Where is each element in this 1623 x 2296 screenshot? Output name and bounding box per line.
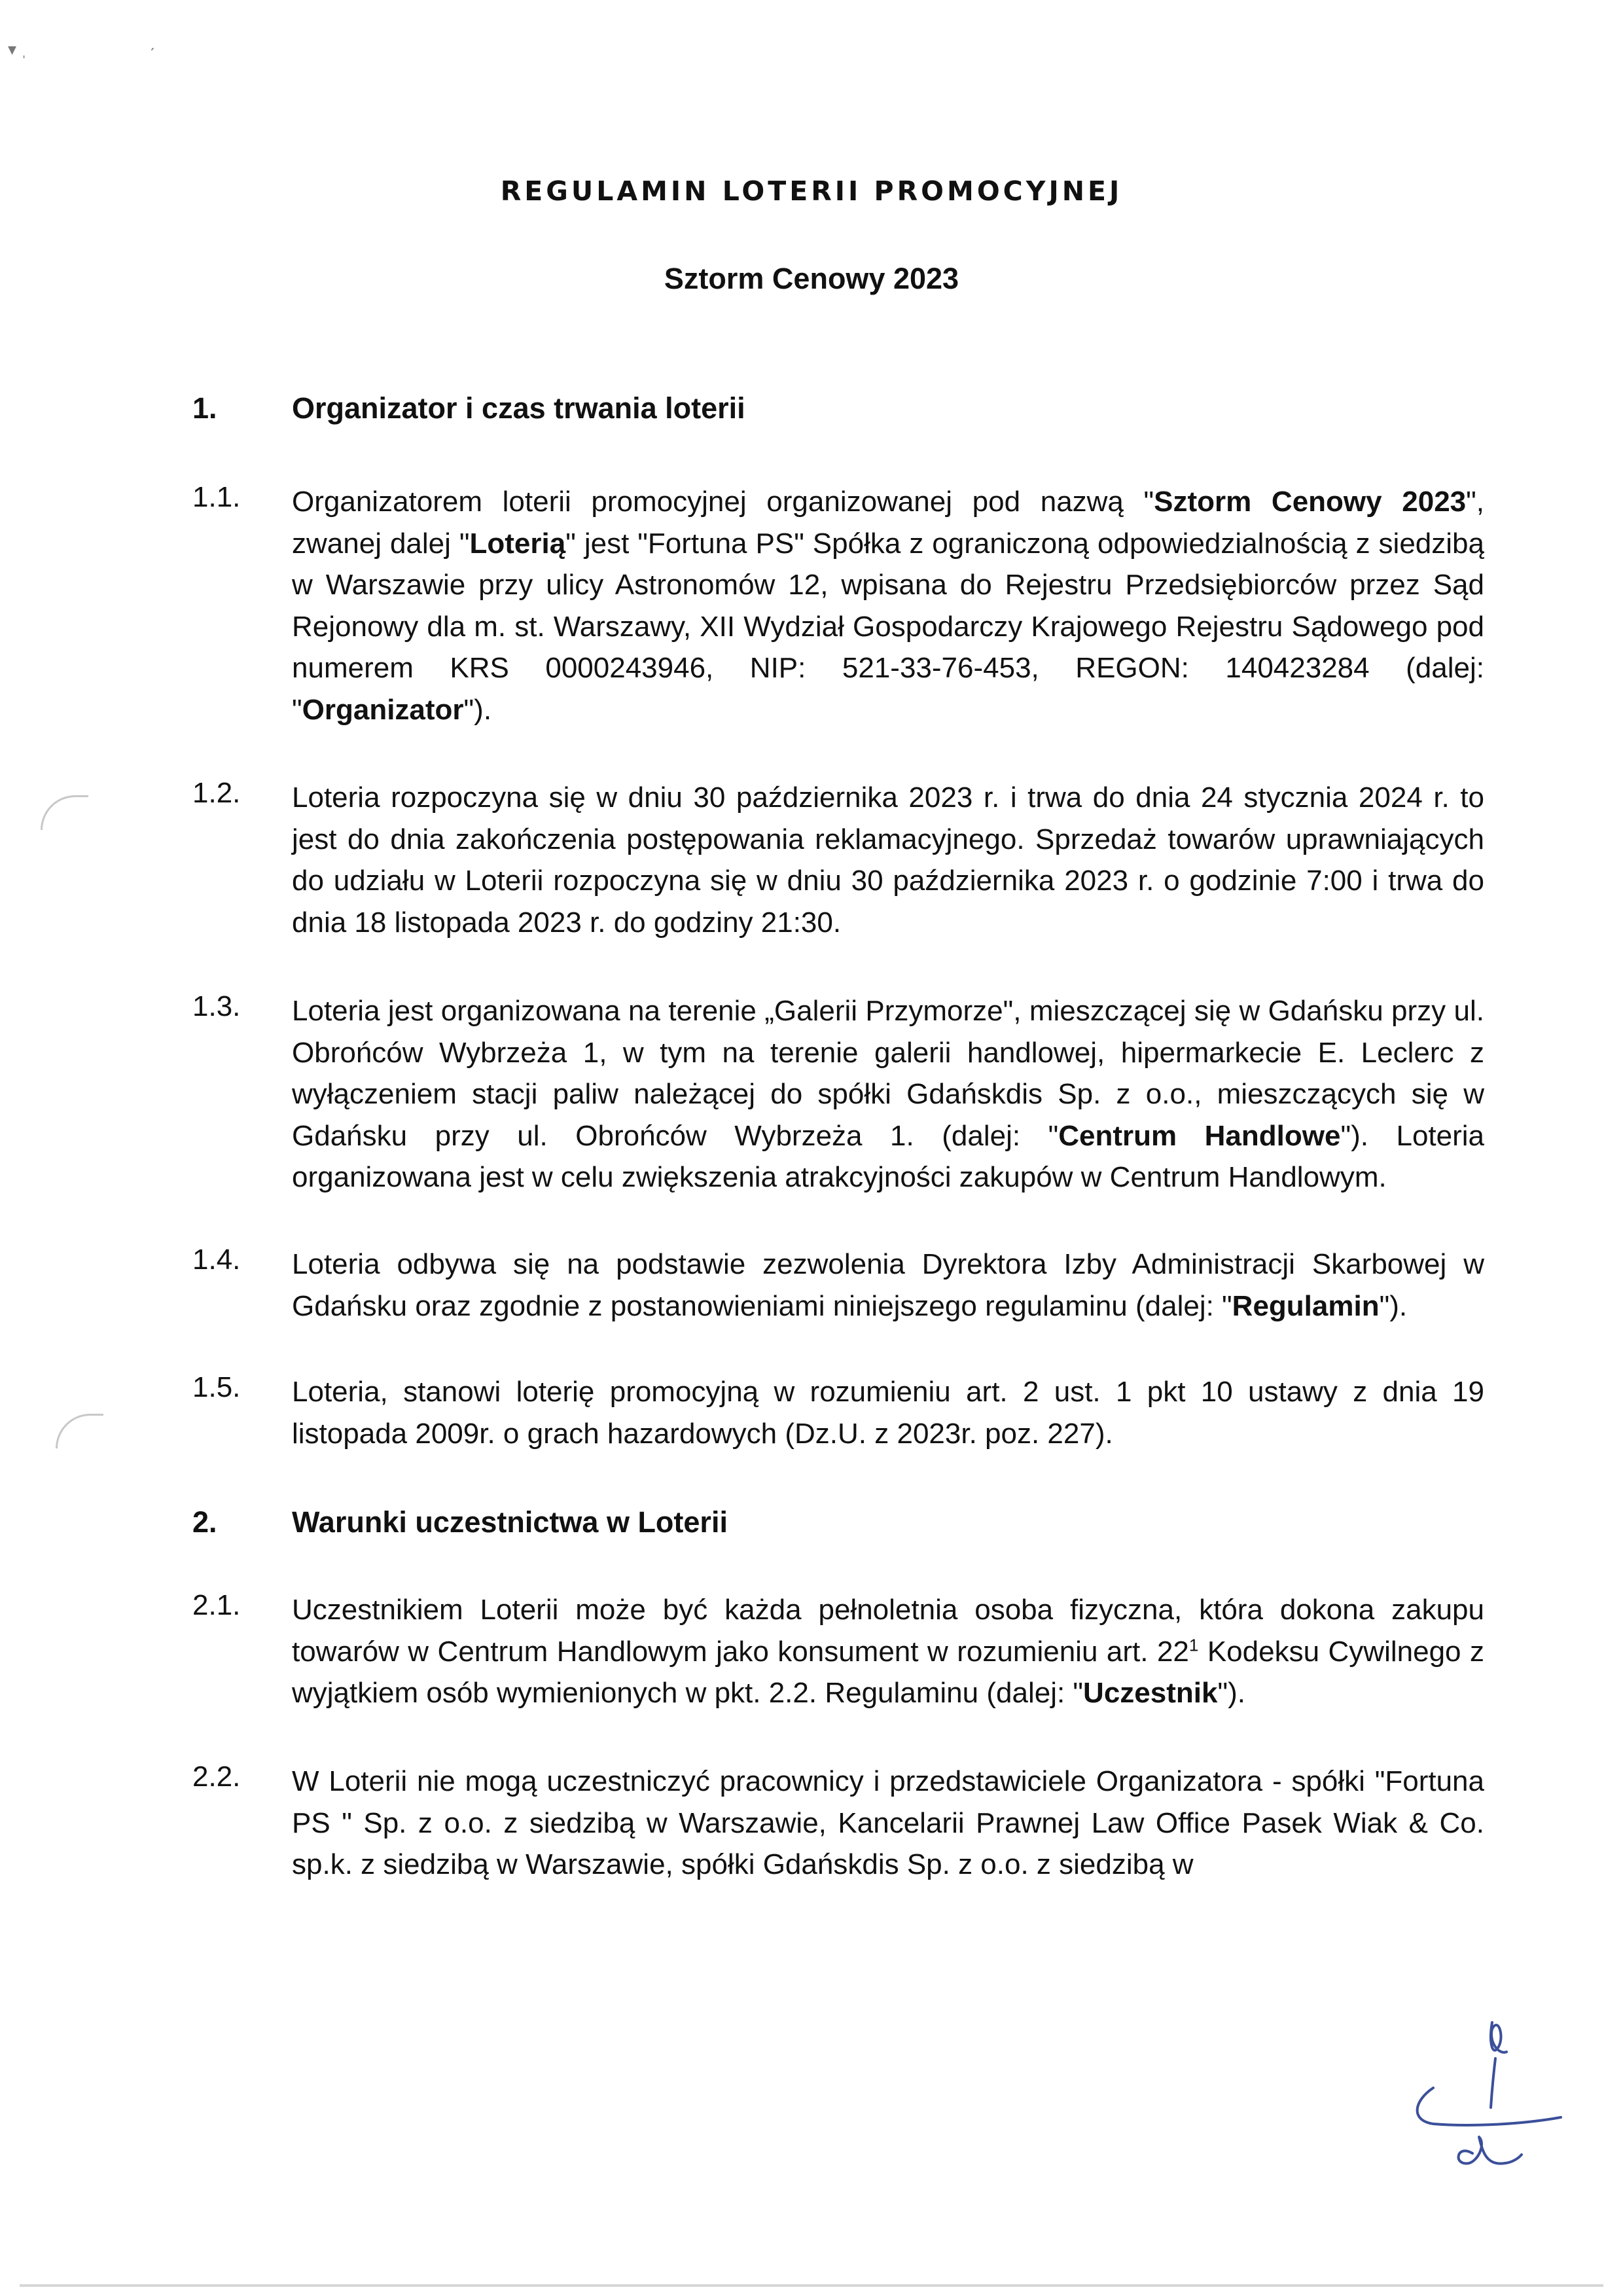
punch-hole-mark [41,795,88,830]
paragraph-text: Loteria jest organizowana na terenie „Galerii Przymorze", mieszczącej się w Gdańsku przy ul. Obrońców Wybrzeża 1, w tym na terenie galerii handlowej, hipermarkecie E. Leclerc z wyłączeniem stacji paliw należącej do spółki Gdańskdis Sp. z o.o., mieszczących się w Gdańsku przy ul. Obrońców Wybrzeża 1. (dalej: "Centrum Handlowe"). Loteria organizowana jest w celu zwiększenia atrakcyjności zakupów w Centrum Handlowym. [292,995,1485,1193]
paragraph-text: Organizatorem loterii promocyjnej organizowanej pod nazwą "Sztorm Cenowy 2023", zwanej dalej "Loterią" jest "Fortuna PS" Spółka z ograniczoną odpowiedzialnością z siedzibą w Warszawie przy ulicy Astronomów 12, wpisana do Rejestru Przedsiębiorców przez Sąd Rejonowy dla m. st. Warszawy, XII Wydział Gospodarczy Krajowego Rejestru Sądowego pod numerem KRS 0000243946, NIP: 521-33-76-453, REGON: 140423284 (dalej: "Organizator"). [292,486,1484,726]
punch-hole-mark [56,1414,103,1448]
scan-mark: ▾ ˌ [8,39,27,59]
section-title: Warunki uczestnictwa w Loterii [292,1505,728,1539]
paragraph-number: 1.1. [192,481,241,513]
signature [1394,2003,1590,2173]
paragraph-number: 2.1. [192,1589,241,1621]
section-number: 2. [192,1505,217,1539]
paragraph-text: Loteria odbywa się na podstawie zezwolenia Dyrektora Izby Administracji Skarbowej w Gdańsku oraz zgodnie z postanowieniami niniejszego regulaminu (dalej: "Regulamin"). [292,1248,1484,1322]
paragraph-text: Loteria rozpoczyna się w dniu 30 października 2023 r. i trwa do dnia 24 stycznia 2024 r. to jest do dnia zakończenia postępowania reklamacyjnego. Sprzedaż towarów uprawniających do udziału w Loterii rozpoczyna się w dniu 30 października 2023 r. o godzinie 7:00 i trwa do dnia 18 listopada 2023 r. do godziny 21:30. [292,781,1484,939]
section-title: Organizator i czas trwania loterii [292,391,745,425]
paragraph-number: 1.4. [192,1244,241,1276]
scan-edge-line [20,2284,1603,2287]
paragraph-text: W Loterii nie mogą uczestniczyć pracownicy i przedstawiciele Organizatora - spółki "Fortuna PS " Sp. z o.o. z siedzibą w Warszawie, Kancelarii Prawnej Law Office Pasek Wiak & Co. sp.k. z siedzibą w Warszawie, spółki Gdańskdis Sp. z o.o. z siedzibą w [292,1765,1484,1880]
paragraph-number: 1.5. [192,1371,241,1403]
paragraph-number: 2.2. [192,1761,241,1793]
paragraph-text: Loteria, stanowi loterię promocyjną w rozumieniu art. 2 ust. 1 pkt 10 ustawy z dnia 19 listopada 2009r. o grach hazardowych (Dz.U. z 2023r. poz. 227). [292,1376,1484,1450]
paragraph-text: Uczestnikiem Loterii może być każda pełnoletnia osoba fizyczna, która dokona zakupu towarów w Centrum Handlowym jako konsument w rozumieniu art. $22^1$ Kodeksu Cywilnego z wyjątkiem osób wymienionych w pkt. 2.2. Regulaminu (dalej: "Uczestnik"). [292,1594,1484,1709]
paragraph-number: 1.3. [192,990,241,1022]
document-title: REGULAMIN LOTERII PROMOCYJNEJ [500,175,1123,207]
document-subtitle: Sztorm Cenowy 2023 [664,262,959,295]
section-number: 1. [192,391,217,425]
paragraph-number: 1.2. [192,777,241,809]
scan-mark: ˏ [149,31,155,51]
